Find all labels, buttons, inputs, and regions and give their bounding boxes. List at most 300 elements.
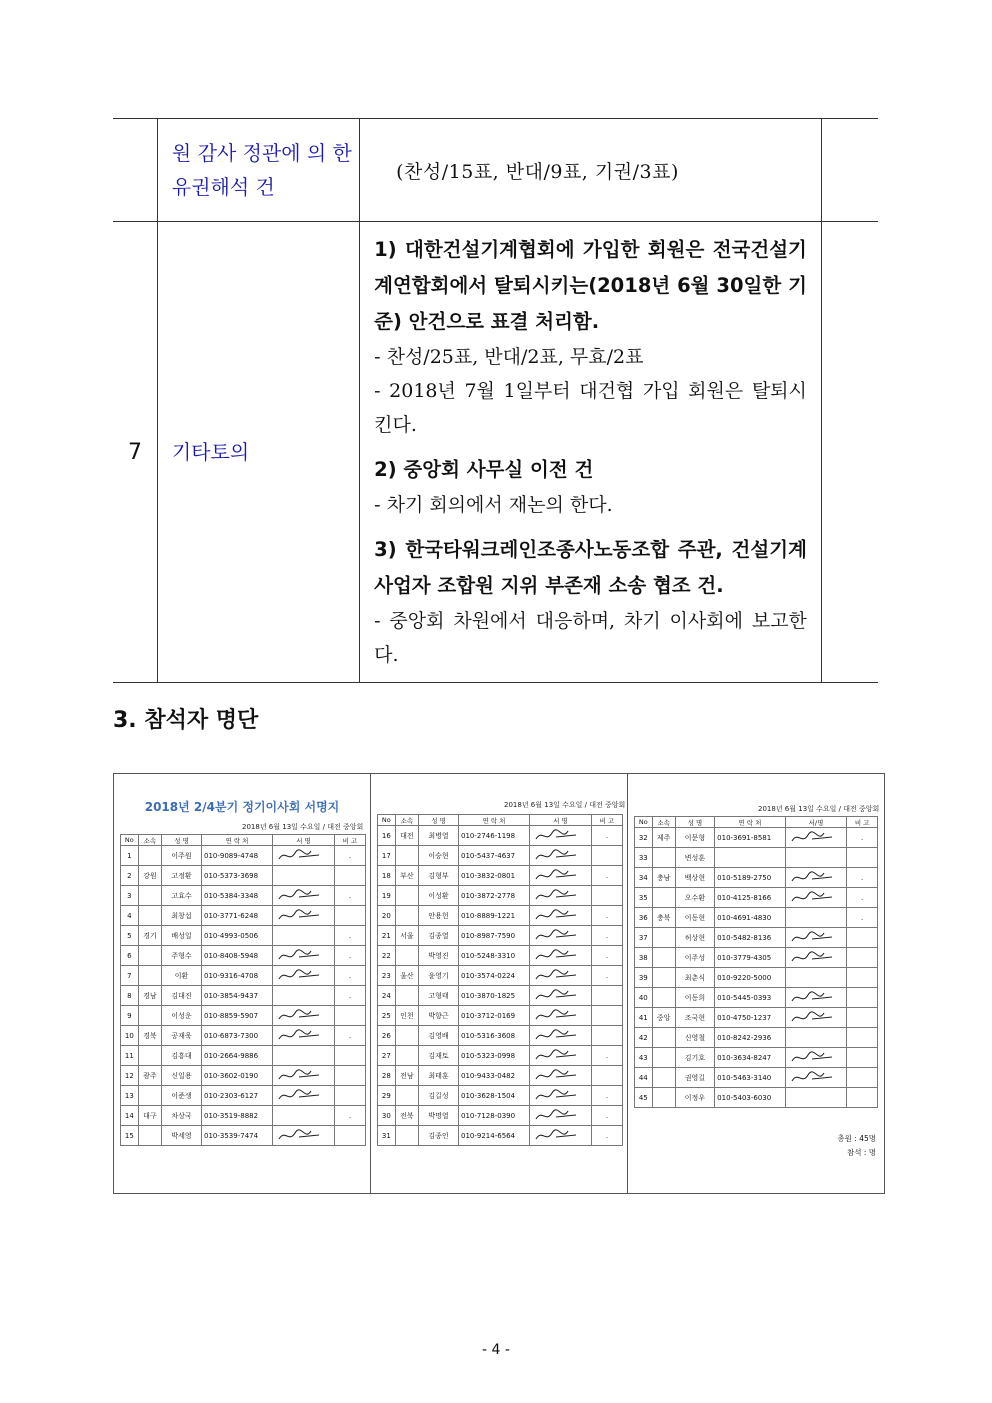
org-cell <box>395 846 418 866</box>
attendance-table-1 <box>120 834 366 1146</box>
note-cell: . <box>334 1106 365 1126</box>
signature-cell <box>785 1068 847 1088</box>
note-cell <box>847 1028 878 1048</box>
name-cell: 박명열 <box>419 1106 459 1126</box>
sheet-date: 2018년 6월 13일 수요일 / 대전 중앙회 <box>758 805 880 813</box>
org-cell <box>138 906 161 926</box>
column-header: 비 고 <box>334 835 365 846</box>
phone-cell: 010-5316-3608 <box>459 1026 530 1046</box>
name-cell: 김형부 <box>419 866 459 886</box>
table-row <box>378 886 623 906</box>
phone-cell: 010-3872-2778 <box>459 886 530 906</box>
row-number: 20 <box>378 906 396 926</box>
name-cell: 김영배 <box>419 1026 459 1046</box>
handwritten-signature <box>532 1127 580 1143</box>
phone-cell: 010-2303-6127 <box>202 1086 273 1106</box>
name-cell: 신일용 <box>162 1066 202 1086</box>
note-cell <box>591 986 622 1006</box>
phone-cell: 010-5248-3310 <box>459 946 530 966</box>
name-cell: 이승현 <box>419 846 459 866</box>
row-number: 37 <box>635 928 653 948</box>
name-cell: 주형수 <box>162 946 202 966</box>
name-cell: 최창섭 <box>162 906 202 926</box>
signature-cell <box>529 866 591 886</box>
name-cell: 고효수 <box>162 886 202 906</box>
table-row <box>635 1048 878 1068</box>
table-row <box>635 828 878 848</box>
name-cell: 차상국 <box>162 1106 202 1126</box>
table-row <box>635 1008 878 1028</box>
name-cell: 신영철 <box>675 1028 714 1048</box>
handwritten-signature <box>532 887 580 903</box>
phone-cell: 010-8987-7590 <box>459 926 530 946</box>
handwritten-signature <box>275 1087 323 1103</box>
phone-cell: 010-8859-5907 <box>202 1006 273 1026</box>
row-number: 45 <box>635 1088 653 1108</box>
handwritten-signature <box>788 949 836 965</box>
row-number: 40 <box>635 988 653 1008</box>
row-number: 44 <box>635 1068 653 1088</box>
table-row <box>121 1126 366 1146</box>
org-cell: 전남 <box>395 1066 418 1086</box>
signature-sheet-scan <box>113 773 885 1194</box>
table-row <box>378 906 623 926</box>
handwritten-signature <box>788 869 836 885</box>
phone-cell: 010-6873-7300 <box>202 1026 273 1046</box>
row-number: 43 <box>635 1048 653 1068</box>
table-row <box>121 1006 366 1026</box>
handwritten-signature <box>275 1127 323 1143</box>
table-row <box>121 886 366 906</box>
item1-title: 1) 대한건설기계협회에 가입한 회원은 전국건설기계연합회에서 탈퇴시키는(2018년 6월 30일한 기준) 안건으로 표결 처리함. <box>374 238 807 333</box>
table-header-row <box>121 835 366 846</box>
org-cell <box>652 1088 675 1108</box>
org-cell <box>652 888 675 908</box>
handwritten-signature <box>532 1067 580 1083</box>
column-header: 서 명 <box>272 835 334 846</box>
table-row <box>635 928 878 948</box>
signature-cell <box>272 986 334 1006</box>
column-header: 서/명 <box>785 817 847 828</box>
signature-cell <box>785 848 847 868</box>
signature-cell <box>529 966 591 986</box>
agenda-row-7 <box>113 222 878 683</box>
name-cell: 김종인 <box>419 1126 459 1146</box>
table-row <box>378 846 623 866</box>
handwritten-signature <box>532 907 580 923</box>
name-cell: 박향근 <box>419 1006 459 1026</box>
column-header: No <box>121 835 139 846</box>
note-cell <box>334 1066 365 1086</box>
handwritten-signature <box>532 1027 580 1043</box>
table-row <box>121 846 366 866</box>
phone-cell: 010-2664-9886 <box>202 1046 273 1066</box>
phone-cell: 010-2746-1198 <box>459 826 530 846</box>
phone-cell: 010-8889-1221 <box>459 906 530 926</box>
phone-cell: 010-5189-2750 <box>715 868 786 888</box>
name-cell: 이동희 <box>675 988 714 1008</box>
org-cell: 울산 <box>395 966 418 986</box>
agenda-no-cell: 7 <box>113 222 157 683</box>
table-row <box>121 866 366 886</box>
handwritten-signature <box>275 1027 323 1043</box>
column-header: 비 고 <box>847 817 878 828</box>
table-row <box>635 888 878 908</box>
note-cell <box>847 1088 878 1108</box>
item1-note: - 2018년 7월 1일부터 대건협 가입 회원은 탈퇴시킨다. <box>374 380 807 436</box>
attendance-table-3 <box>634 816 878 1108</box>
note-cell <box>591 1006 622 1026</box>
signature-cell <box>529 986 591 1006</box>
signature-cell <box>272 1086 334 1106</box>
name-cell: 이정우 <box>675 1088 714 1108</box>
agenda-item-text: 원 감사 정관에 의 한 유권해석 건 <box>171 141 352 199</box>
row-number: 3 <box>121 886 139 906</box>
name-cell: 최병열 <box>419 826 459 846</box>
note-cell <box>847 988 878 1008</box>
org-cell <box>652 848 675 868</box>
org-cell <box>652 1068 675 1088</box>
signature-cell <box>785 888 847 908</box>
agenda-table <box>113 118 878 683</box>
table-row <box>635 988 878 1008</box>
row-number: 19 <box>378 886 396 906</box>
org-cell <box>395 986 418 1006</box>
row-number: 41 <box>635 1008 653 1028</box>
signature-cell <box>529 846 591 866</box>
phone-cell: 010-3519-8882 <box>202 1106 273 1126</box>
row-number: 27 <box>378 1046 396 1066</box>
note-cell: . <box>847 828 878 848</box>
note-cell <box>334 1006 365 1026</box>
name-cell: 최태훈 <box>419 1066 459 1086</box>
handwritten-signature <box>275 947 323 963</box>
attendance-table-2 <box>377 814 623 1146</box>
org-cell <box>138 846 161 866</box>
handwritten-signature <box>532 1047 580 1063</box>
phone-cell: 010-9089-4748 <box>202 846 273 866</box>
phone-cell: 010-3634-8247 <box>715 1048 786 1068</box>
handwritten-signature <box>532 847 580 863</box>
handwritten-signature <box>788 1069 836 1085</box>
org-cell <box>395 946 418 966</box>
agenda-note-cell <box>821 222 878 683</box>
phone-cell: 010-8408-5948 <box>202 946 273 966</box>
signature-cell <box>529 946 591 966</box>
org-cell: 인천 <box>395 1006 418 1026</box>
agenda-row-prev <box>113 119 878 222</box>
signature-cell <box>785 1028 847 1048</box>
row-number: 12 <box>121 1066 139 1086</box>
signature-cell <box>785 828 847 848</box>
section-title: 3. 참석자 명단 <box>113 708 259 733</box>
org-cell <box>652 968 675 988</box>
org-cell <box>395 1086 418 1106</box>
name-cell: 이주성 <box>675 948 714 968</box>
note-cell <box>847 928 878 948</box>
note-cell <box>334 1046 365 1066</box>
row-number: 11 <box>121 1046 139 1066</box>
sheet-page-1 <box>114 774 371 1193</box>
row-number: 34 <box>635 868 653 888</box>
column-header: 연 락 처 <box>715 817 786 828</box>
phone-cell: 010-3539-7474 <box>202 1126 273 1146</box>
column-header: 비 고 <box>591 815 622 826</box>
org-cell <box>652 1048 675 1068</box>
note-cell <box>591 1026 622 1046</box>
table-row <box>121 946 366 966</box>
row-number: 31 <box>378 1126 396 1146</box>
agenda-note-cell <box>821 119 878 222</box>
handwritten-signature <box>788 1049 836 1065</box>
signature-cell <box>272 866 334 886</box>
table-row <box>635 1088 878 1108</box>
phone-cell: 010-3779-4305 <box>715 948 786 968</box>
note-cell: . <box>334 886 365 906</box>
handwritten-signature <box>788 1009 836 1025</box>
signature-cell <box>785 908 847 928</box>
note-cell: . <box>847 868 878 888</box>
handwritten-signature <box>532 927 580 943</box>
column-header: 성 명 <box>162 835 202 846</box>
name-cell: 고형태 <box>419 986 459 1006</box>
note-cell <box>591 886 622 906</box>
table-row <box>121 1086 366 1106</box>
note-cell <box>847 948 878 968</box>
agenda-body-cell <box>360 119 822 222</box>
org-cell <box>138 1006 161 1026</box>
signature-cell <box>529 1046 591 1066</box>
note-cell: . <box>591 826 622 846</box>
table-row <box>121 926 366 946</box>
handwritten-signature <box>532 947 580 963</box>
org-cell <box>652 948 675 968</box>
table-row <box>635 908 878 928</box>
name-cell: 이성운 <box>162 1006 202 1026</box>
signature-cell <box>529 1006 591 1026</box>
row-number: 10 <box>121 1026 139 1046</box>
name-cell: 김대진 <box>162 986 202 1006</box>
signature-cell <box>785 968 847 988</box>
table-row <box>378 946 623 966</box>
handwritten-signature <box>275 847 323 863</box>
phone-cell: 010-3602-0190 <box>202 1066 273 1086</box>
signature-cell <box>272 946 334 966</box>
column-header: 소속 <box>395 815 418 826</box>
table-row <box>121 1026 366 1046</box>
column-header: 연 락 처 <box>202 835 273 846</box>
table-header-row <box>635 817 878 828</box>
row-number: 38 <box>635 948 653 968</box>
signature-cell <box>529 1086 591 1106</box>
name-cell: 조국현 <box>675 1008 714 1028</box>
total-value: 45명 <box>859 1134 876 1143</box>
table-row <box>378 866 623 886</box>
row-number: 9 <box>121 1006 139 1026</box>
table-header-row <box>378 815 623 826</box>
row-number: 4 <box>121 906 139 926</box>
signature-cell <box>272 1046 334 1066</box>
note-cell <box>591 846 622 866</box>
note-cell <box>847 1008 878 1028</box>
row-number: 26 <box>378 1026 396 1046</box>
signature-cell <box>272 846 334 866</box>
column-header: 성 명 <box>419 815 459 826</box>
signature-cell <box>785 988 847 1008</box>
vote-result: (찬성/15표, 반대/9표, 기권/3표) <box>396 160 679 183</box>
phone-cell <box>715 848 786 868</box>
row-number: 22 <box>378 946 396 966</box>
table-row <box>635 868 878 888</box>
signature-cell <box>785 948 847 968</box>
phone-cell: 010-5482-8136 <box>715 928 786 948</box>
table-row <box>378 826 623 846</box>
phone-cell: 010-3832-0801 <box>459 866 530 886</box>
note-cell <box>334 866 365 886</box>
handwritten-signature <box>788 829 836 845</box>
agenda-item-cell <box>157 222 359 683</box>
name-cell: 윤영기 <box>419 966 459 986</box>
row-number: 8 <box>121 986 139 1006</box>
sheet-page-2 <box>371 774 628 1193</box>
org-cell: 강원 <box>138 866 161 886</box>
name-cell: 김길성 <box>419 1086 459 1106</box>
phone-cell: 010-4993-0506 <box>202 926 273 946</box>
signature-cell <box>272 1106 334 1126</box>
handwritten-signature <box>532 827 580 843</box>
note-cell <box>847 1048 878 1068</box>
sheet-title: 2018년 2/4분기 정기이사회 서명지 <box>144 800 340 814</box>
page-number: - 4 - <box>482 1342 510 1358</box>
signature-cell <box>529 906 591 926</box>
row-number: 17 <box>378 846 396 866</box>
column-header: No <box>635 817 653 828</box>
row-number: 33 <box>635 848 653 868</box>
note-cell <box>334 1126 365 1146</box>
signature-cell <box>272 926 334 946</box>
sheet-page-3 <box>628 774 884 1193</box>
signature-cell <box>785 1088 847 1108</box>
column-header: No <box>378 815 396 826</box>
org-cell <box>138 966 161 986</box>
org-cell: 충북 <box>652 908 675 928</box>
table-row <box>378 986 623 1006</box>
table-row <box>378 926 623 946</box>
org-cell: 충남 <box>652 868 675 888</box>
name-cell: 이동현 <box>675 908 714 928</box>
handwritten-signature <box>275 1067 323 1083</box>
row-number: 35 <box>635 888 653 908</box>
table-row <box>121 1046 366 1066</box>
org-cell: 광주 <box>138 1066 161 1086</box>
org-cell: 경북 <box>138 1026 161 1046</box>
name-cell: 김종열 <box>419 926 459 946</box>
handwritten-signature <box>532 867 580 883</box>
name-cell: 고정환 <box>162 866 202 886</box>
phone-cell: 010-9220-5000 <box>715 968 786 988</box>
org-cell: 중앙 <box>652 1008 675 1028</box>
table-row <box>121 1106 366 1126</box>
name-cell: 김흥대 <box>162 1046 202 1066</box>
name-cell: 권영길 <box>675 1068 714 1088</box>
note-cell: . <box>334 926 365 946</box>
note-cell: . <box>591 926 622 946</box>
sheet-date: 2018년 6월 13일 수요일 / 대전 중앙회 <box>242 823 364 831</box>
signature-cell <box>785 1008 847 1028</box>
org-cell <box>395 1126 418 1146</box>
org-cell <box>652 928 675 948</box>
name-cell: 이환 <box>162 966 202 986</box>
name-cell: 안용헌 <box>419 906 459 926</box>
phone-cell: 010-5437-4637 <box>459 846 530 866</box>
table-row <box>378 1026 623 1046</box>
name-cell: 이주원 <box>162 846 202 866</box>
column-header: 소속 <box>138 835 161 846</box>
org-cell: 부산 <box>395 866 418 886</box>
agenda-no-cell <box>113 119 157 222</box>
signature-cell <box>785 1048 847 1068</box>
agenda-body-cell <box>360 222 822 683</box>
name-cell: 김기호 <box>675 1048 714 1068</box>
signature-cell <box>529 1126 591 1146</box>
table-row <box>121 966 366 986</box>
org-cell <box>652 988 675 1008</box>
table-row <box>121 986 366 1006</box>
table-row <box>635 848 878 868</box>
note-cell: . <box>591 906 622 926</box>
phone-cell: 010-7128-0390 <box>459 1106 530 1126</box>
column-header: 서 명 <box>529 815 591 826</box>
name-cell: 공재욱 <box>162 1026 202 1046</box>
table-row <box>378 1006 623 1026</box>
org-cell <box>395 1046 418 1066</box>
signature-cell <box>272 906 334 926</box>
handwritten-signature <box>532 987 580 1003</box>
row-number: 6 <box>121 946 139 966</box>
phone-cell: 010-5373-3698 <box>202 866 273 886</box>
note-cell: . <box>334 946 365 966</box>
total-label: 총원 : <box>837 1134 857 1143</box>
present-value: 명 <box>868 1148 876 1157</box>
org-cell <box>138 1086 161 1106</box>
note-cell: . <box>591 1126 622 1146</box>
handwritten-signature <box>275 1007 323 1023</box>
org-cell: 제주 <box>652 828 675 848</box>
signature-cell <box>785 868 847 888</box>
table-row <box>121 1066 366 1086</box>
present-label: 참석 : <box>846 1148 867 1157</box>
item2-note: - 차기 회의에서 재논의 한다. <box>374 494 613 516</box>
phone-cell: 010-3712-0169 <box>459 1006 530 1026</box>
note-cell <box>847 1068 878 1088</box>
note-cell: . <box>591 866 622 886</box>
row-number: 25 <box>378 1006 396 1026</box>
name-cell: 박영진 <box>419 946 459 966</box>
phone-cell: 010-3771-6248 <box>202 906 273 926</box>
handwritten-signature <box>788 989 836 1005</box>
signature-cell <box>529 1026 591 1046</box>
table-row <box>378 1126 623 1146</box>
name-cell: 최춘식 <box>675 968 714 988</box>
org-cell <box>395 906 418 926</box>
handwritten-signature <box>788 889 836 905</box>
org-cell <box>395 886 418 906</box>
note-cell <box>334 906 365 926</box>
table-row <box>635 1028 878 1048</box>
phone-cell: 010-5463-3140 <box>715 1068 786 1088</box>
table-row <box>635 1068 878 1088</box>
row-number: 42 <box>635 1028 653 1048</box>
